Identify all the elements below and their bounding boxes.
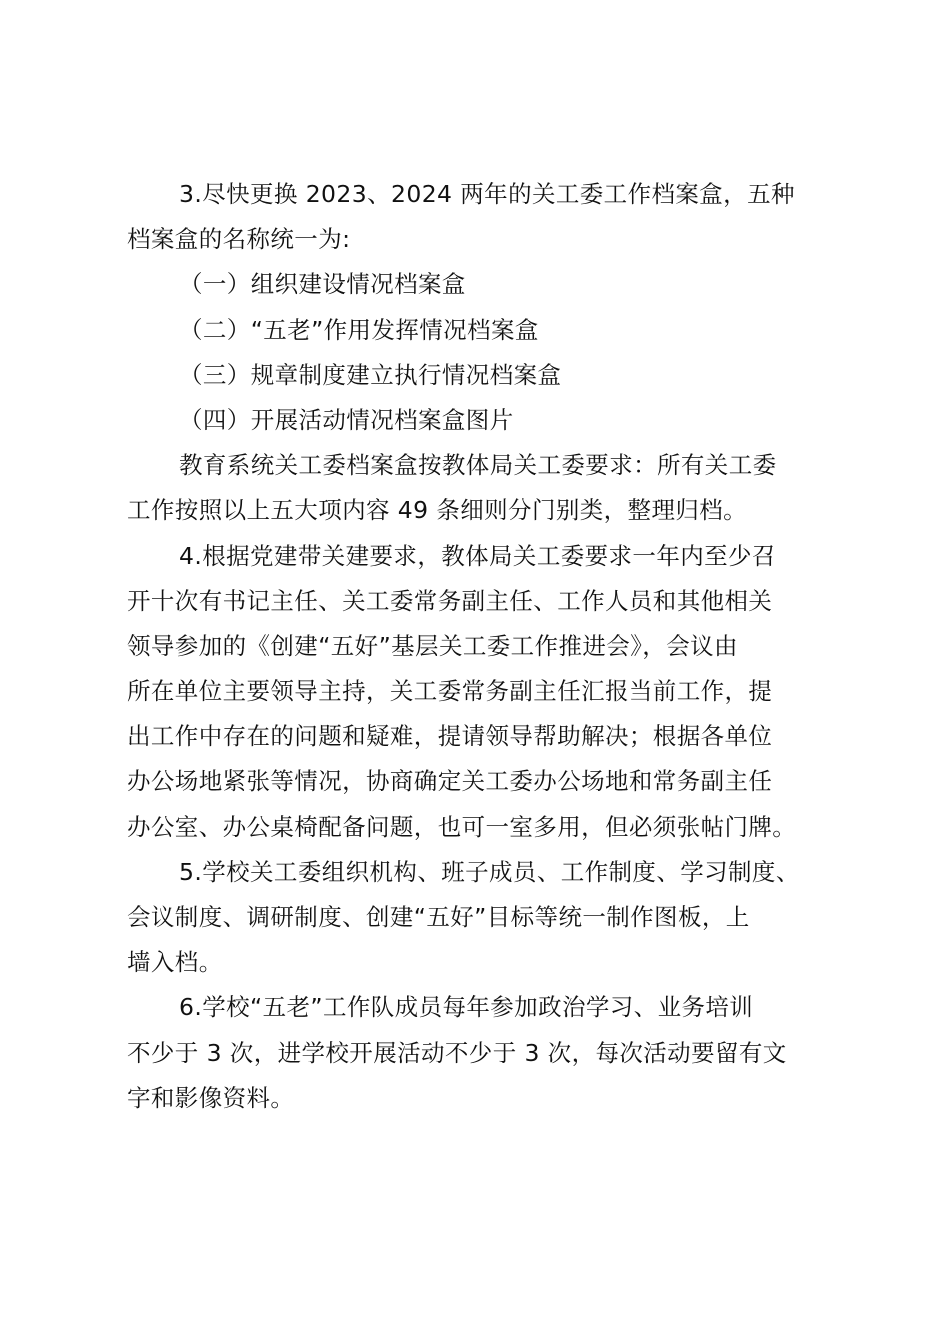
archive-note-line-1: 教育系统关工委档案盒按教体局关工委要求：所有关工委	[179, 451, 777, 480]
item-4-line-5: 出工作中存在的问题和疑难，提请领导帮助解决；根据各单位	[127, 722, 773, 751]
item-5-line-3: 墙入档。	[127, 948, 223, 977]
item-5-line-1: 5.学校关工委组织机构、班子成员、工作制度、学习制度、	[179, 857, 800, 886]
item-6-line-3: 字和影像资料。	[127, 1083, 295, 1112]
item-4-line-3: 领导参加的《创建“五好”基层关工委工作推进会》，会议由	[127, 631, 738, 660]
item-4-line-1: 4.根据党建带关建要求，教体局关工委要求一年内至少召	[179, 541, 776, 570]
archive-note-line-2: 工作按照以上五大项内容 49 条细则分门别类，整理归档。	[127, 496, 748, 525]
item-6-line-2: 不少于 3 次，进学校开展活动不少于 3 次，每次活动要留有文	[127, 1038, 787, 1067]
archive-box-4: （四）开展活动情况档案盒图片	[179, 405, 514, 434]
document-body	[127, 172, 835, 1121]
archive-box-3: （三）规章制度建立执行情况档案盒	[179, 360, 562, 389]
item-3-line-1: 3.尽快更换 2023、2024 两年的关工委工作档案盒，五种	[179, 180, 795, 208]
item-3-line-2: 档案盒的名称统一为:	[127, 225, 351, 254]
item-4-line-2: 开十次有书记主任、关工委常务副主任、工作人员和其他相关	[127, 586, 773, 615]
item-4-line-6: 办公场地紧张等情况，协商确定关工委办公场地和常务副主任	[127, 767, 773, 796]
item-4-line-7: 办公室、办公桌椅配备问题，也可一室多用，但必须张帖门牌。	[127, 812, 797, 841]
item-4-line-4: 所在单位主要领导主持，关工委常务副主任汇报当前工作，提	[127, 677, 773, 706]
archive-box-1: （一）组织建设情况档案盒	[179, 270, 466, 299]
item-5-line-2: 会议制度、调研制度、创建“五好”目标等统一制作图板，上	[127, 903, 750, 931]
archive-box-2: （二）“五老”作用发挥情况档案盒	[179, 315, 539, 344]
item-6-line-1: 6.学校“五老”工作队成员每年参加政治学习、业务培训	[179, 993, 754, 1022]
